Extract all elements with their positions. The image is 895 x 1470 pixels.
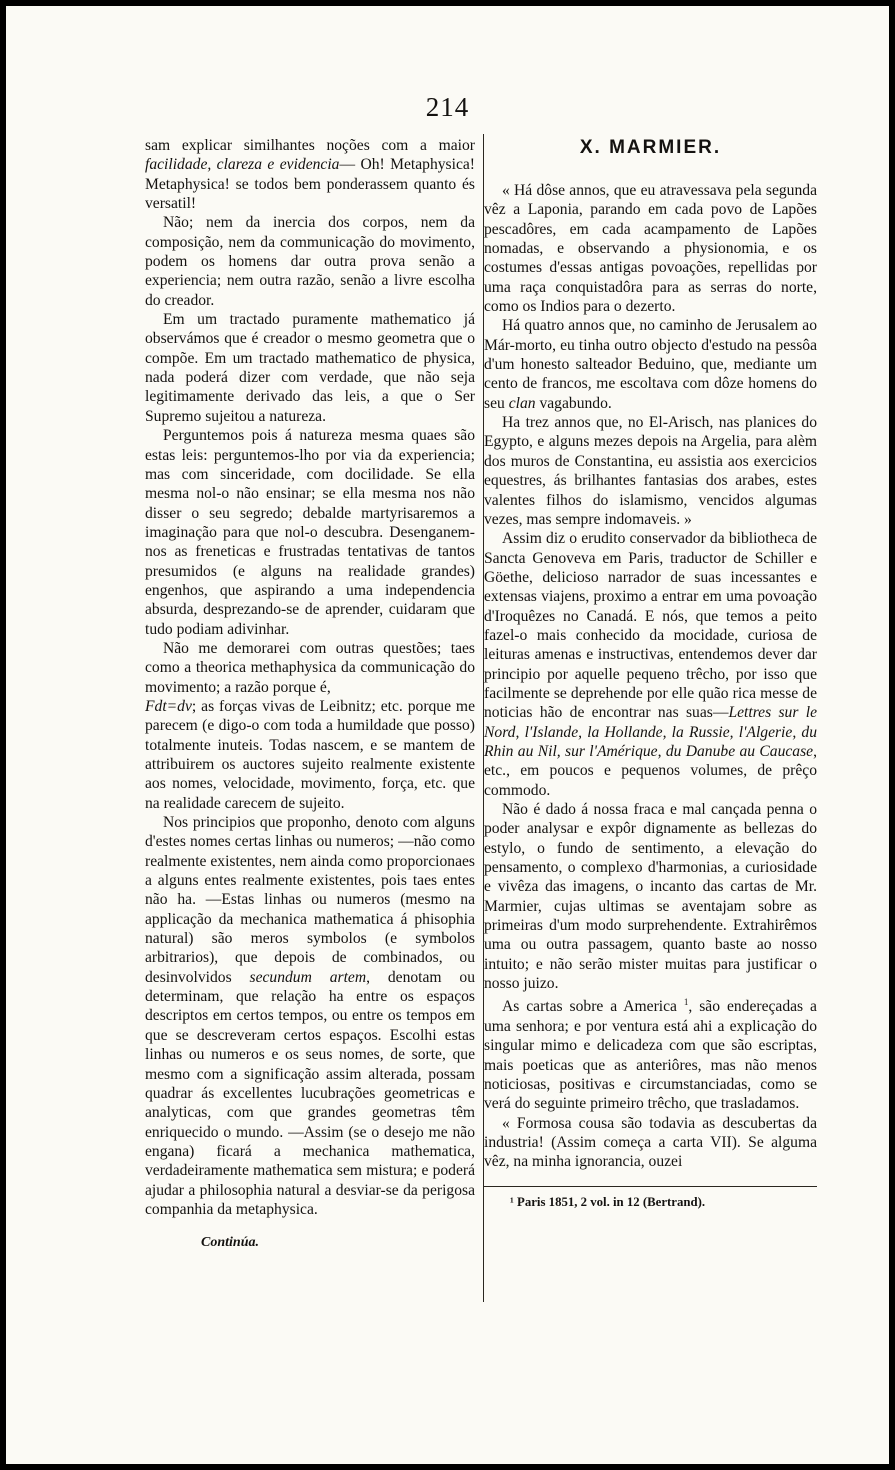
paragraph bbox=[145, 136, 475, 213]
paragraph-text: , denotam ou determinam, que relação ha entre os espaços descriptos em certos tempos, ou entre os tempos em que se descreveram certos espaços. Escolhi estas linhas ou numeros e os seus nomes, de sorte, que mesmo com a significação assim alterada, possam quadrar ás excellentes lucubrações geometricas e analyticas, com que grandes geometras têm enriquecido o mundo. —Assim (se o desejo me não engana) ficará a mechanica mathematica, verdadeiramente mathematica sem mistura; e poderá ajudar a philosophia natural a desviar-se da perigosa companhia da metaphysica. bbox=[145, 968, 476, 1218]
paragraph bbox=[484, 993, 817, 1113]
italic-phrase: secundum artem bbox=[249, 968, 367, 986]
paragraph bbox=[145, 639, 475, 813]
footnote: ¹ Paris 1851, 2 vol. in 12 (Bertrand). bbox=[510, 1194, 706, 1209]
paragraph: Em um tractado puramente mathematico já observámos que é creador o mesmo geometra que o compõe. Em um tractado mathematico de physica, nada poderá dizer com verdade, que não seja legitimamente derivado das leis, a que o Ser Supremo sujeitou a natureza. bbox=[145, 311, 475, 425]
newspaper-page bbox=[6, 6, 889, 1464]
paragraph-text: ; as forças vivas de Leibnitz; etc. porque me parecem (e digo-o com toda a humildade que posso) totalmente inuteis. Todas nascem, e se mantem de attribuirem os auctores sujeito realmente existente aos nomes, velocidade, movimento, força, etc. que na realidade carecem de sujeito. bbox=[145, 697, 475, 812]
paragraph-text: , etc., em poucos e pequenos volumes, de prêço commodo. bbox=[484, 742, 817, 799]
article-heading: X. MARMIER. bbox=[579, 137, 722, 158]
paragraph: Não; nem da inercia dos corpos, nem da composição, nem da communicação do movimento, podem os homens dar outra prova senão a experiencia; nem outra razão, senão a livre escolha do creador. bbox=[145, 214, 475, 309]
formula: Fdt=dv bbox=[145, 697, 192, 715]
paragraph: « Formosa cousa são todavia as descubertas da industria! (Assim começa a carta VII). Se alguma vêz, na minha ignorancia, ouzei bbox=[484, 1114, 817, 1171]
paragraph-text: , são endereçadas a uma senhora; e por ventura está ahi a explicação do singular mimo e delicadeza com que são escriptas, mais poeticas que as anteriôres, mas não menos noticiosas, positivas e circumstanciadas, como se verá do seguinte primeiro trêcho, que trasladamos. bbox=[484, 998, 817, 1113]
paragraph: Não é dado á nossa fraca e mal cançada penna o poder analysar e expôr dignamente as bellezas do estylo, o fundo de sentimento, a elevação do pensamento, o complexo d'harmonias, a curiosidade e vivêza das imagens, o incanto das cartas de Mr. Marmier, cujas ultimas se aventajam sobre as primeiras d'um modo surprehendente. Extrahirêmos uma ou outra passagem, quanto baste ao nosso intuito; e não serão mister muitas para justificar o nosso juizo. bbox=[484, 801, 817, 993]
book-titles: Lettres sur le Nord, l'Islande, la Hollande, la Russie, l'Algerie, du Rhin au Nil, sur l'Amérique, du Danube au Caucase bbox=[484, 704, 817, 760]
paragraph: Perguntemos pois á natureza mesma quaes são estas leis: perguntemos-lho por via da experiencia; mas com sinceridade, com docilidade. Se ella mesma nol-o não ensinar; se ella mesma nos não disser o seu segredo; debalde martyrisaremos a imaginação para que nol-o descubra. Desenganem-nos as freneticas e frustradas tentativas de tantos presumidos (e alguns na realidade grandes) engenhos, que aspirando a uma independencia absurda, desprezando-se de aprender, cuidaram que tudo podiam adivinhar. bbox=[145, 427, 475, 638]
paragraph bbox=[484, 316, 817, 413]
paragraph-text: Assim diz o erudito conservador da bibliotheca de Sancta Genoveva em Paris, traductor de Schiller e Göethe, delicioso narrador de suas incessantes e extensas viajens, proximo a entrar em uma povoação d'Iroquêzes no Canadá. E nós, que temos a peito fazel-o mais conhecido da mocidade, curiosa de leituras amenas e instructivas, entendemos dever dar principio por aquelle pequeno trêcho, por isso que facilmente se deprehende por elle quão rica messe de noticias hão de encontrar nas suas— bbox=[484, 530, 817, 722]
page-number: 214 bbox=[425, 92, 470, 122]
italic-phrase: facilidade, clareza e evidencia bbox=[145, 156, 340, 174]
paragraph-text: Há quatro annos que, no caminho de Jerusalem ao Már-morto, eu tinha outro objecto d'estudo na pessôa d'um honesto salteador Beduino, que, mediante um cento de francos, me escoltava com dôze homens do seu bbox=[484, 317, 817, 412]
left-column bbox=[145, 136, 475, 1253]
continua-label: Continúa. bbox=[201, 1235, 259, 1251]
paragraph-text: vagabundo. bbox=[539, 394, 612, 412]
paragraph: « Há dôse annos, que eu atravessava pela segunda vêz a Laponia, parando em cada povo de Lapões pescadôres, em cada acampamento de Lapões nomadas, e observando a physionomia, e os costumes d'essas antigas povoações, repellidas por uma raça conquistadôra para as serras do norte, como os Indios para o dezerto. bbox=[484, 182, 817, 316]
paragraph bbox=[484, 529, 817, 800]
paragraph bbox=[145, 813, 475, 1219]
paragraph-text: As cartas sobre a America bbox=[502, 998, 677, 1016]
italic-word: clan bbox=[508, 394, 536, 412]
footnote-rule bbox=[484, 1186, 817, 1187]
paragraph-text: sam explicar similhantes noções com a maior bbox=[145, 137, 475, 154]
footnote-marker: 1 bbox=[683, 997, 689, 1008]
paragraph-text: Não me demorarei com outras questões; taes como a theorica methaphysica da communicação do movimento; a razão porque é, bbox=[145, 639, 475, 696]
paragraph-text: — Oh! Metaphysica! Metaphysica! se todos bem ponderassem quanto és versatil! bbox=[145, 156, 475, 213]
paragraph: Ha trez annos que, no El-Arisch, nas planices do Egypto, e alguns mezes depois na Argelia, para alèm dos muros de Constantina, eu assistia aos exercicios equestres, ás brilhantes fantasias dos arabes, estes valentes filhos do islamismo, vencidos algumas vezes, mas sempre indomaveis. » bbox=[484, 414, 817, 528]
paragraph-text: Nos principios que proponho, denoto com alguns d'estes nomes certas linhas ou numeros; —não como realmente existentes, nem ainda como proporcionaes a alguns entes realmente existentes, pois taes entes não ha. —Estas linhas ou numeros (mesmo na applicação da mechanica mathematica á phisophia natural) são meros symbolos (e symbolos arbitrarios), que depois de combinados, ou desinvolvidos bbox=[145, 814, 475, 986]
right-column bbox=[484, 137, 817, 1212]
